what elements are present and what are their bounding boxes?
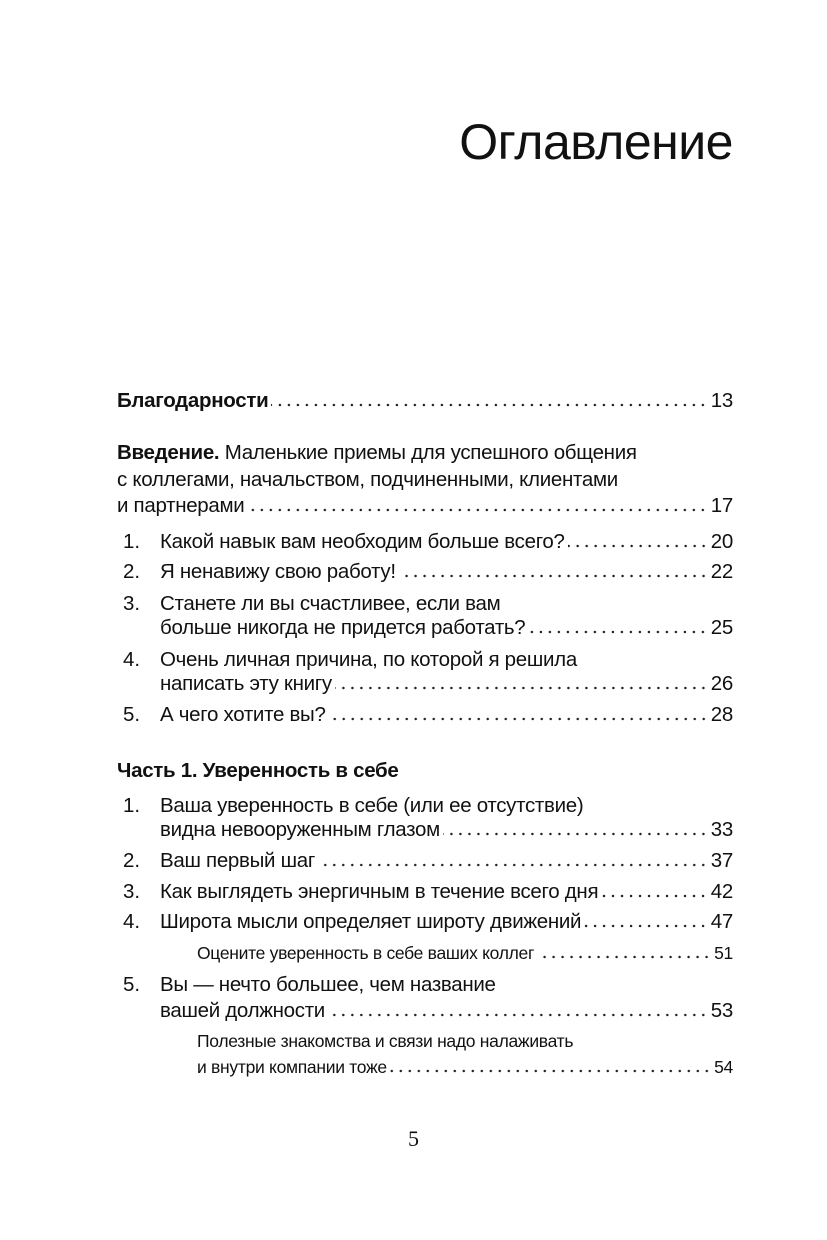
entry-text: Станете ли вы счастливее, если вам bbox=[160, 592, 501, 615]
subentry-text: Полезные знакомства и связи надо налаживать bbox=[197, 1031, 574, 1051]
page-number: 20 bbox=[710, 530, 733, 553]
dot-leader bbox=[329, 717, 708, 721]
dot-leader bbox=[390, 1069, 711, 1073]
entry-text: Широта мысли определяет широту движений bbox=[160, 910, 582, 933]
dot-leader bbox=[528, 630, 707, 634]
entry-text: и партнерами bbox=[117, 494, 245, 517]
entry-text: Какой навык вам необходим больше всего? bbox=[160, 530, 565, 553]
dot-leader bbox=[399, 574, 708, 578]
entry-text: Ваша уверенность в себе (или ее отсутствие) bbox=[160, 794, 584, 817]
item-number: 4. bbox=[123, 910, 141, 933]
page-number: 51 bbox=[714, 943, 733, 963]
page-number: 25 bbox=[710, 616, 733, 639]
page-title: Оглавление bbox=[459, 114, 733, 170]
page-number: 47 bbox=[710, 910, 733, 933]
entry-text: Вы — нечто большее, чем название bbox=[160, 973, 496, 996]
entry-text: Ваш первый шаг bbox=[160, 849, 316, 872]
entry-text: с коллегами, начальством, подчиненными, клиентами bbox=[117, 468, 618, 491]
entry-text: написать эту книгу bbox=[160, 672, 332, 695]
dot-leader bbox=[443, 832, 708, 836]
dot-leader bbox=[247, 508, 707, 512]
dot-leader bbox=[568, 544, 708, 548]
page-number: 22 bbox=[710, 560, 733, 583]
item-number: 1. bbox=[123, 530, 141, 553]
subentry-text: Оцените уверенность в себе ваших коллег bbox=[197, 943, 535, 963]
page-number: 54 bbox=[714, 1057, 733, 1077]
page-number: 13 bbox=[710, 389, 733, 412]
entry-text: видна невооруженным глазом bbox=[160, 818, 440, 841]
page-number: 26 bbox=[710, 672, 733, 695]
entry-text: больше никогда не придется работать? bbox=[160, 616, 526, 639]
entry-text: вашей должности bbox=[160, 999, 325, 1022]
dot-leader bbox=[537, 955, 711, 959]
page-number: 53 bbox=[710, 999, 733, 1022]
dot-leader bbox=[318, 863, 708, 867]
entry-text: Маленькие приемы для успешного общения bbox=[224, 441, 637, 464]
page-number: 33 bbox=[710, 818, 733, 841]
entry-text: Очень личная причина, по которой я решила bbox=[160, 648, 577, 671]
item-number: 2. bbox=[123, 849, 141, 872]
entry-text: Как выглядеть энергичным в течение всего дня bbox=[160, 880, 599, 903]
page-folio: 5 bbox=[408, 1126, 419, 1151]
dot-leader bbox=[584, 924, 708, 928]
item-number: 4. bbox=[123, 648, 141, 671]
item-number: 5. bbox=[123, 703, 141, 726]
page-number: 42 bbox=[710, 880, 733, 903]
subentry-text: и внутри компании тоже bbox=[197, 1057, 387, 1077]
dot-leader bbox=[335, 686, 708, 690]
item-number: 3. bbox=[123, 592, 141, 615]
entry-label: Благодарности bbox=[117, 389, 269, 412]
entry-text: А чего хотите вы? bbox=[160, 703, 326, 726]
page-number: 28 bbox=[710, 703, 733, 726]
dot-leader bbox=[271, 403, 707, 407]
item-number: 2. bbox=[123, 560, 141, 583]
entry-label-bold: Введение. bbox=[117, 441, 220, 464]
item-number: 3. bbox=[123, 880, 141, 903]
item-number: 1. bbox=[123, 794, 141, 817]
page-number: 17 bbox=[710, 494, 733, 517]
dot-leader bbox=[328, 1013, 708, 1017]
entry-text: Я ненавижу свою работу! bbox=[160, 560, 396, 583]
part-heading: Часть 1. Уверенность в себе bbox=[117, 759, 399, 782]
dot-leader bbox=[601, 894, 708, 898]
item-number: 5. bbox=[123, 973, 141, 996]
page-number: 37 bbox=[710, 849, 733, 872]
